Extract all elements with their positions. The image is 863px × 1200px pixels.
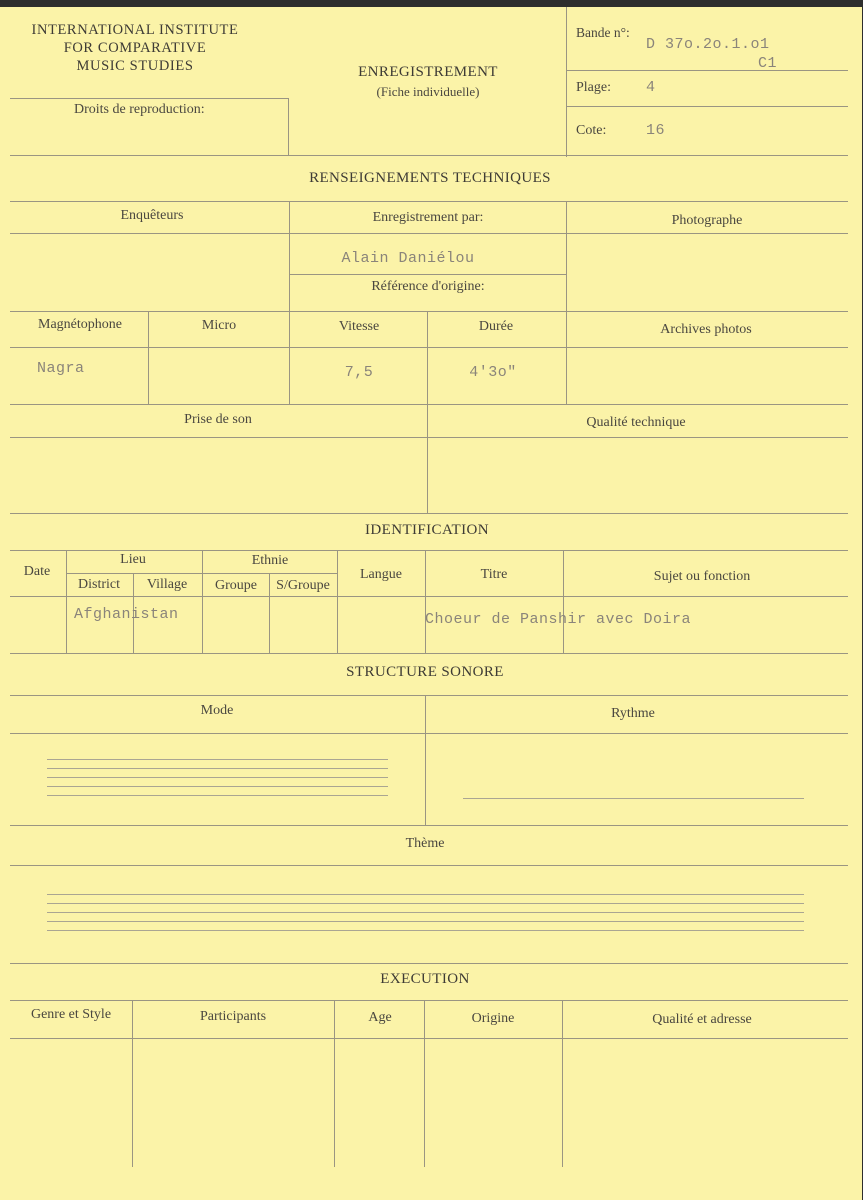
participants-label: Participants xyxy=(199,1009,267,1024)
magnetophone-label: Magnétophone xyxy=(38,317,122,332)
divider xyxy=(10,233,848,234)
vitesse-value: 7,5 xyxy=(344,364,374,381)
duree-value: 4'3o" xyxy=(469,364,517,381)
plage-value: 4 xyxy=(646,79,656,96)
divider xyxy=(10,1000,848,1001)
divider xyxy=(10,963,848,964)
divider xyxy=(10,596,848,597)
district-label: District xyxy=(78,577,120,592)
divider xyxy=(10,311,848,312)
langue-label: Langue xyxy=(360,567,402,582)
enregistrement-par-value: Alain Daniélou xyxy=(341,250,475,267)
divider xyxy=(289,274,566,275)
groupe-label: Groupe xyxy=(215,578,257,593)
divider xyxy=(427,404,428,514)
divider xyxy=(66,550,67,653)
divider xyxy=(10,550,848,551)
section-title-execution: EXECUTION xyxy=(380,971,470,987)
divider xyxy=(566,106,848,107)
divider xyxy=(10,733,848,734)
mode-ruled-line xyxy=(47,777,388,778)
mode-ruled-line xyxy=(47,786,388,787)
divider xyxy=(10,404,848,405)
divider xyxy=(10,513,848,514)
bande-label: Bande n°: xyxy=(576,25,630,40)
section-title-techniques: RENSEIGNEMENTS TECHNIQUES xyxy=(309,170,551,186)
divider xyxy=(10,347,848,348)
divider xyxy=(289,201,290,311)
divider xyxy=(562,1000,563,1167)
theme-label: Thème xyxy=(405,836,445,851)
reference-label: Référence d'origine: xyxy=(371,279,485,294)
divider xyxy=(10,201,848,202)
divider xyxy=(289,311,290,404)
duree-label: Durée xyxy=(478,319,514,334)
divider xyxy=(10,825,848,826)
prise-label: Prise de son xyxy=(184,412,252,427)
date-label: Date xyxy=(23,564,51,579)
mode-ruled-line xyxy=(47,759,388,760)
sgroupe-label: S/Groupe xyxy=(276,578,330,593)
vitesse-label: Vitesse xyxy=(338,319,380,334)
enregistrement-par-label: Enregistrement par: xyxy=(372,210,484,225)
bande-value-2: C1 xyxy=(758,55,778,72)
record-card xyxy=(0,7,862,1200)
section-title-structure: STRUCTURE SONORE xyxy=(346,664,504,680)
theme-ruled-line xyxy=(47,894,804,895)
rythme-ruled-line xyxy=(463,798,804,799)
divider xyxy=(10,98,288,99)
divider xyxy=(10,653,848,654)
qualite-adresse-label: Qualité et adresse xyxy=(652,1012,752,1027)
cote-value: 16 xyxy=(646,122,666,139)
mode-ruled-line xyxy=(47,795,388,796)
theme-ruled-line xyxy=(47,912,804,913)
divider xyxy=(288,98,289,155)
divider xyxy=(334,1000,335,1167)
divider xyxy=(66,573,337,574)
divider xyxy=(10,865,848,866)
rythme-label: Rythme xyxy=(611,706,655,721)
lieu-value: Afghanistan xyxy=(74,606,179,623)
divider xyxy=(425,695,426,825)
plage-label: Plage: xyxy=(576,80,611,95)
genre-label: Genre et Style xyxy=(30,1007,112,1022)
divider xyxy=(566,70,848,71)
divider xyxy=(148,311,149,404)
theme-ruled-line xyxy=(47,930,804,931)
divider xyxy=(427,311,428,404)
section-title-identification: IDENTIFICATION xyxy=(365,522,489,538)
titre-label: Titre xyxy=(480,567,508,582)
lieu-label: Lieu xyxy=(120,552,146,567)
qualite-label: Qualité technique xyxy=(586,415,686,430)
divider xyxy=(566,311,567,404)
mode-ruled-line xyxy=(47,768,388,769)
origine-label: Origine xyxy=(471,1011,515,1026)
institute-name: INTERNATIONAL INSTITUTE FOR COMPARATIVE MUSIC STUDIES xyxy=(31,22,239,75)
micro-label: Micro xyxy=(201,318,237,333)
photographe-label: Photographe xyxy=(671,213,743,228)
age-label: Age xyxy=(368,1010,392,1025)
form-title: ENREGISTREMENT xyxy=(358,64,498,80)
archives-label: Archives photos xyxy=(660,322,752,337)
divider xyxy=(10,437,848,438)
divider xyxy=(424,1000,425,1167)
divider xyxy=(132,1000,133,1167)
bande-value: D 37o.2o.1.o1 xyxy=(646,36,770,53)
divider xyxy=(202,550,203,653)
theme-ruled-line xyxy=(47,921,804,922)
cote-label: Cote: xyxy=(576,123,607,138)
mode-label: Mode xyxy=(200,703,234,718)
ethnie-label: Ethnie xyxy=(251,553,289,568)
sujet-label: Sujet ou fonction xyxy=(653,569,751,584)
divider xyxy=(425,550,426,653)
titre-value: Choeur de Panshir avec Doira xyxy=(425,611,692,628)
droits-label: Droits de reproduction: xyxy=(74,102,205,117)
divider xyxy=(566,7,567,157)
divider xyxy=(337,550,338,653)
village-label: Village xyxy=(146,577,188,592)
form-subtitle: (Fiche individuelle) xyxy=(376,84,480,99)
divider xyxy=(10,155,848,156)
divider xyxy=(566,201,567,311)
divider xyxy=(10,695,848,696)
theme-ruled-line xyxy=(47,903,804,904)
divider xyxy=(10,1038,848,1039)
divider xyxy=(269,573,270,653)
enqueteurs-label: Enquêteurs xyxy=(120,208,184,223)
divider xyxy=(563,550,564,653)
magnetophone-value: Nagra xyxy=(37,360,85,377)
